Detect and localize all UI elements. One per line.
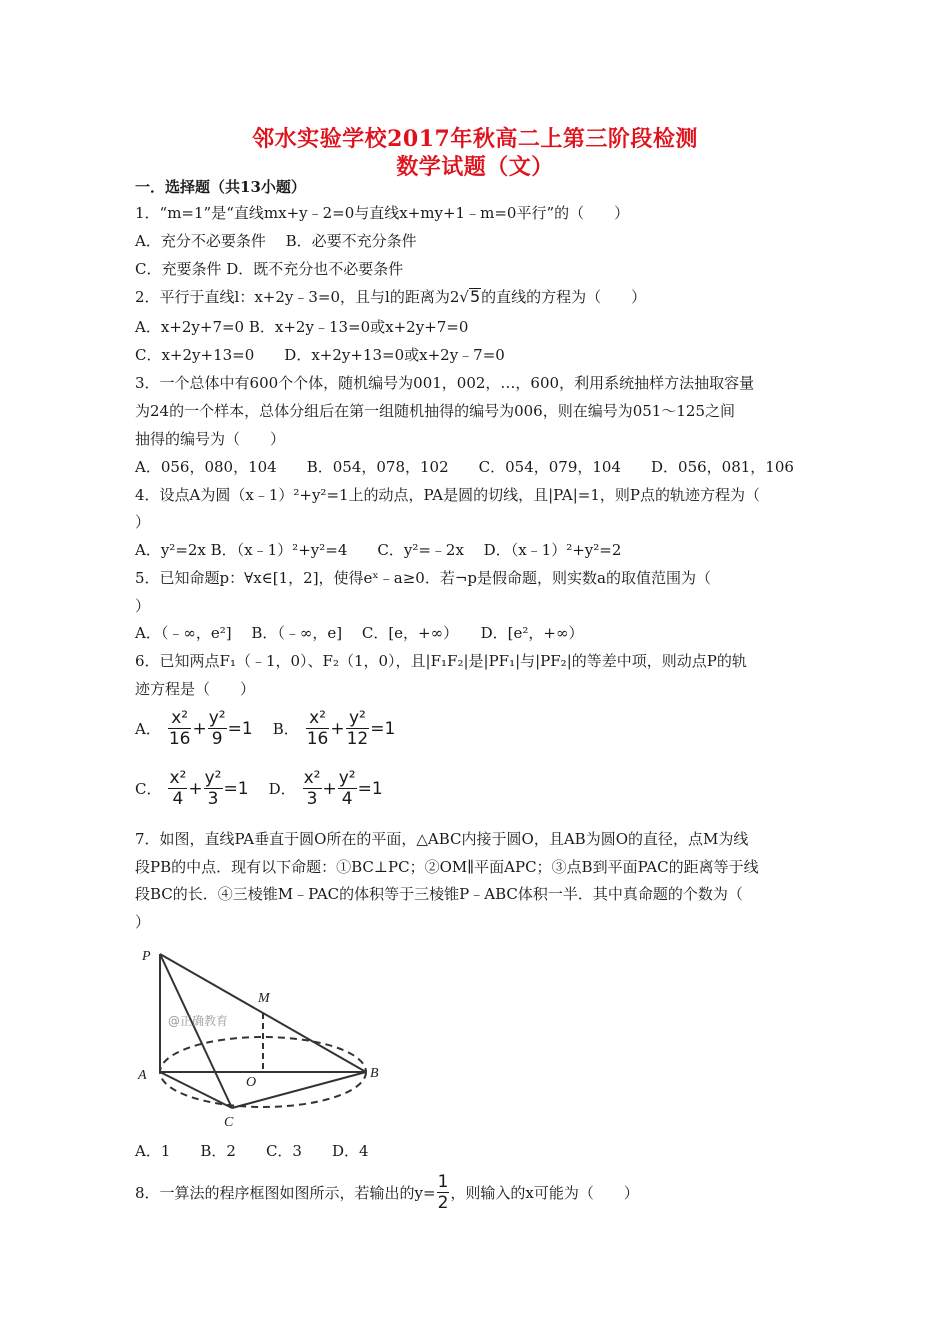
q6-d-frac2	[338, 768, 357, 809]
numerator: y²	[204, 768, 222, 788]
numerator: 1	[437, 1172, 449, 1192]
q6-options-ab	[135, 708, 395, 749]
q6-a-label: A．	[135, 720, 161, 738]
q6-b-label: B．	[272, 720, 299, 738]
q2-radicand: 5	[469, 287, 481, 306]
q6-c-frac2	[204, 768, 223, 809]
label-p: P	[142, 949, 151, 964]
q2-options-cd: C．x+2y+13=0 D．x+2y+13=0或x+2y﹣7=0	[135, 346, 505, 364]
q3-line3: 抽得的编号为（ ）	[135, 430, 286, 448]
q6-options-cd	[135, 768, 383, 809]
numerator: y²	[208, 708, 226, 728]
q6-line2: 迹方程是（ ）	[135, 680, 256, 698]
q6-a-frac1	[168, 708, 192, 749]
denominator: 16	[168, 729, 191, 749]
q6-c-frac1	[168, 768, 187, 809]
q6-b-frac1	[306, 708, 330, 749]
q6-d-frac1	[303, 768, 322, 809]
plus-sign: +	[188, 778, 203, 799]
denominator: 9	[211, 729, 223, 749]
q7-line1: 7．如图，直线PA垂直于圆O所在的平面，△ABC内接于圆O，且AB为圆O的直径，点M为线	[135, 830, 749, 848]
numerator: x²	[168, 708, 192, 729]
watermark-text: @正确教育	[168, 1014, 229, 1028]
q6-d-label: D．	[268, 780, 296, 798]
numerator: x²	[303, 768, 321, 788]
q7-geometry-figure	[128, 944, 379, 1130]
q8-stem-pre: 8．一算法的程序框图如图所示，若输出的y=	[135, 1184, 436, 1202]
q2-stem-pre: 2．平行于直线l：x+2y﹣3=0，且与l的距离为2	[135, 288, 460, 306]
numerator: x²	[306, 708, 330, 729]
q6-a-rhs: =1	[227, 718, 253, 739]
q2-stem	[135, 287, 646, 307]
plus-sign: +	[322, 778, 337, 799]
label-a: A	[138, 1068, 147, 1083]
q5-options: A．（﹣∞，e²] B．（﹣∞，e] C．[e，+∞） D．[e²，+∞）	[135, 624, 584, 642]
q4-line1: 4．设点A为圆（x﹣1）²+y²=1上的动点，PA是圆的切线，且|PA|=1，则P点的轨迹方程为（	[135, 486, 760, 504]
label-m: M	[258, 991, 270, 1006]
segment-ac	[160, 1072, 232, 1108]
q8-stem	[135, 1172, 639, 1213]
denominator: 16	[306, 729, 329, 749]
sqrt-symbol: √	[459, 288, 469, 306]
q3-options: A．056，080，104 B．054，078，102 C．054，079，104 D．056，081，106	[135, 458, 794, 476]
plus-sign: +	[192, 718, 207, 739]
numerator: y²	[346, 708, 370, 729]
page-subtitle: 数学试题（文）	[396, 154, 554, 180]
page-title: 邻水实验学校2017年秋高二上第三阶段检测	[252, 126, 698, 152]
q8-fraction	[437, 1172, 450, 1213]
q6-b-rhs: =1	[370, 718, 396, 739]
q5-line1: 5．已知命题p：∀x∈[1，2]，使得eˣ﹣a≥0．若¬p是假命题，则实数a的取值范围为（	[135, 569, 711, 587]
q1-options-ab: A．充分不必要条件 B．必要不充分条件	[135, 232, 417, 250]
q7-line4: ）	[135, 913, 151, 931]
q8-stem-post: ，则输入的x可能为（ ）	[450, 1184, 639, 1202]
q4-line2: ）	[135, 513, 151, 531]
q6-line1: 6．已知两点F₁（﹣1，0）、F₂（1，0），且|F₁F₂|是|PF₁|与|PF₂|的等差中项，则动点P的轨	[135, 652, 747, 670]
q6-b-frac2	[346, 708, 370, 749]
label-c: C	[224, 1115, 234, 1130]
label-o: O	[246, 1075, 257, 1090]
q3-line1: 3．一个总体中有600个个体，随机编号为001，002，…，600，利用系统抽样方法抽取容量	[135, 374, 755, 392]
plus-sign: +	[330, 718, 345, 739]
denominator: 3	[207, 789, 219, 809]
q4-options: A．y²=2x B．（x﹣1）²+y²=4 C．y²=﹣2x D．（x﹣1）²+y²=2	[135, 541, 622, 559]
q3-line2: 为24的一个样本，总体分组后在第一组随机抽得的编号为006，则在编号为051～125之间	[135, 402, 735, 420]
numerator: x²	[169, 768, 187, 788]
denominator: 4	[172, 789, 184, 809]
denominator: 3	[306, 789, 318, 809]
q5-line2: ）	[135, 597, 151, 615]
q6-d-rhs: =1	[357, 778, 383, 799]
q6-a-frac2	[208, 708, 227, 749]
q7-options: A．1 B．2 C．3 D．4	[135, 1142, 369, 1160]
denominator: 12	[346, 729, 369, 749]
q1-options-cd: C．充要条件 D．既不充分也不必要条件	[135, 260, 404, 278]
q2-stem-post: 的直线的方程为（ ）	[481, 288, 647, 306]
q1-stem: 1．“m=1”是“直线mx+y﹣2=0与直线x+my+1﹣m=0平行”的（ ）	[135, 204, 630, 222]
numerator: y²	[338, 768, 356, 788]
segment-pc	[160, 954, 232, 1108]
q6-c-rhs: =1	[223, 778, 249, 799]
denominator: 2	[437, 1193, 449, 1213]
section-heading: 一．选择题（共13小题）	[135, 178, 306, 196]
denominator: 4	[341, 789, 353, 809]
label-b: B	[370, 1066, 379, 1081]
q2-options-ab: A．x+2y+7=0 B．x+2y﹣13=0或x+2y+7=0	[135, 318, 469, 336]
q7-line3: 段BC的长．④三棱锥M﹣PAC的体积等于三棱锥P﹣ABC体积一半．其中真命题的个数为（	[135, 885, 743, 903]
q6-c-label: C．	[135, 780, 162, 798]
q7-line2: 段PB的中点．现有以下命题：①BC⊥PC；②OM∥平面APC；③点B到平面PAC的距离等于线	[135, 858, 759, 876]
